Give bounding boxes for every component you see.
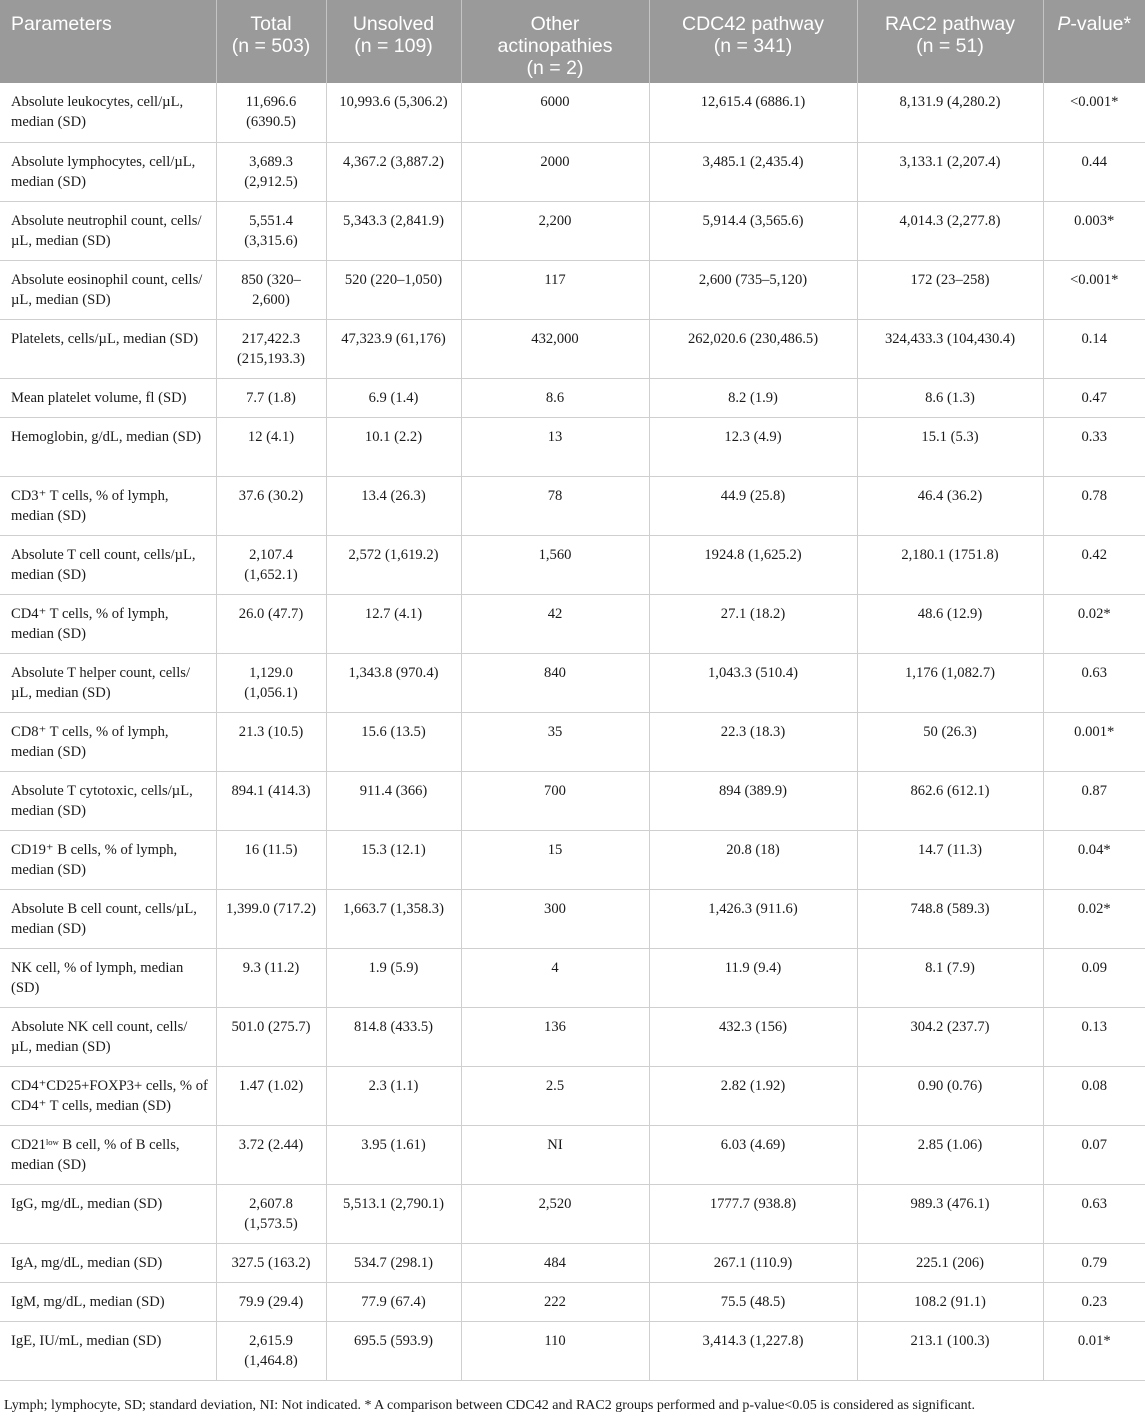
cell-parameter: Absolute B cell count, cells/µL, median (SD) [0, 889, 216, 948]
header-other-label: Other actinopathies (n = 2) [497, 13, 613, 79]
cell-rac2: 213.1 (100.3) [857, 1321, 1043, 1380]
cell-rac2: 15.1 (5.3) [857, 417, 1043, 476]
cell-rac2: 46.4 (36.2) [857, 476, 1043, 535]
table-row [0, 1066, 1145, 1125]
cell-pvalue: 0.78 [1043, 476, 1145, 535]
header-total [216, 0, 326, 83]
table-row [0, 1007, 1145, 1066]
cell-cdc42: 432.3 (156) [649, 1007, 857, 1066]
cell-total: 501.0 (275.7) [216, 1007, 326, 1066]
cell-rac2: 3,133.1 (2,207.4) [857, 142, 1043, 201]
cell-parameter: Absolute T cell count, cells/µL, median (SD) [0, 535, 216, 594]
cell-total: 5,551.4 (3,315.6) [216, 201, 326, 260]
cell-pvalue: 0.79 [1043, 1243, 1145, 1282]
cell-other: 300 [461, 889, 649, 948]
cell-parameter: Platelets, cells/µL, median (SD) [0, 319, 216, 378]
cell-pvalue: 0.42 [1043, 535, 1145, 594]
header-pvalue-italic: P [1057, 13, 1071, 35]
table-row [0, 1125, 1145, 1184]
cell-other: 222 [461, 1282, 649, 1321]
cell-pvalue: 0.63 [1043, 653, 1145, 712]
cell-other: 117 [461, 260, 649, 319]
table-row [0, 1184, 1145, 1243]
cell-cdc42: 262,020.6 (230,486.5) [649, 319, 857, 378]
cell-unsolved: 4,367.2 (3,887.2) [326, 142, 461, 201]
cell-pvalue: <0.001* [1043, 83, 1145, 142]
cell-parameter: IgA, mg/dL, median (SD) [0, 1243, 216, 1282]
cell-parameter: CD3⁺ T cells, % of lymph, median (SD) [0, 476, 216, 535]
cell-pvalue: 0.09 [1043, 948, 1145, 1007]
cell-unsolved: 12.7 (4.1) [326, 594, 461, 653]
cell-other: 1,560 [461, 535, 649, 594]
cell-rac2: 8.6 (1.3) [857, 378, 1043, 417]
cell-cdc42: 44.9 (25.8) [649, 476, 857, 535]
cell-parameter: Absolute leukocytes, cell/µL, median (SD) [11, 94, 184, 130]
table-row [0, 1282, 1145, 1321]
cell-parameter: NK cell, % of lymph, median (SD) [0, 948, 216, 1007]
cell-rac2: 4,014.3 (2,277.8) [857, 201, 1043, 260]
cell-rac2: 324,433.3 (104,430.4) [857, 319, 1043, 378]
cell-parameter: CD4⁺ T cells, % of lymph, median (SD) [0, 594, 216, 653]
cell-parameter: CD4⁺CD25+FOXP3+ cells, % of CD4⁺ T cells, median (SD) [0, 1066, 216, 1125]
cell-rac2: 172 (23–258) [857, 260, 1043, 319]
cell-total: 327.5 (163.2) [216, 1243, 326, 1282]
cell-unsolved: 5,343.3 (2,841.9) [326, 201, 461, 260]
cell-parameter: Absolute lymphocytes, cell/µL, median (SD) [0, 142, 216, 201]
cell-unsolved: 13.4 (26.3) [326, 476, 461, 535]
cell-rac2: 748.8 (589.3) [857, 889, 1043, 948]
cell-rac2: 8,131.9 (4,280.2) [857, 83, 1043, 142]
cell-total: 1,129.0 (1,056.1) [216, 653, 326, 712]
cell-pvalue: 0.07 [1043, 1125, 1145, 1184]
cell-pvalue: 0.14 [1043, 319, 1145, 378]
cell-total: 217,422.3 (215,193.3) [216, 319, 326, 378]
cell-unsolved: 2.3 (1.1) [326, 1066, 461, 1125]
header-rac2-label: RAC2 pathway (n = 51) [884, 13, 1016, 57]
header-other [461, 0, 649, 83]
cell-total: 1,399.0 (717.2) [216, 889, 326, 948]
cell-parameter: CD19⁺ B cells, % of lymph, median (SD) [0, 830, 216, 889]
cell-parameter: Absolute NK cell count, cells/ µL, median (SD) [0, 1007, 216, 1066]
cell-other: 840 [461, 653, 649, 712]
cell-unsolved: 1,663.7 (1,358.3) [326, 889, 461, 948]
table-row [0, 712, 1145, 771]
cell-other: 2,520 [461, 1184, 649, 1243]
cell-cdc42: 1924.8 (1,625.2) [649, 535, 857, 594]
cell-other: 4 [461, 948, 649, 1007]
cell-other: 13 [461, 417, 649, 476]
cell-pvalue: 0.04* [1043, 830, 1145, 889]
header-cdc42-label: CDC42 pathway (n = 341) [682, 13, 824, 57]
cell-parameter: IgM, mg/dL, median (SD) [0, 1282, 216, 1321]
header-parameters: Parameters [0, 0, 216, 83]
table-header [0, 0, 1145, 83]
cell-other: 15 [461, 830, 649, 889]
cell-parameter: IgE, IU/mL, median (SD) [0, 1321, 216, 1380]
table-row [0, 83, 1145, 142]
cell-parameter: CD8⁺ T cells, % of lymph, median (SD) [0, 712, 216, 771]
table-row [0, 653, 1145, 712]
cell-unsolved: 47,323.9 (61,176) [326, 319, 461, 378]
cell-cdc42: 1,043.3 (510.4) [649, 653, 857, 712]
cell-parameter: Mean platelet volume, fl (SD) [0, 378, 216, 417]
cell-cdc42: 3,485.1 (2,435.4) [649, 142, 857, 201]
cell-cdc42: 11.9 (9.4) [649, 948, 857, 1007]
cell-total: 3.72 (2.44) [216, 1125, 326, 1184]
header-cdc42 [649, 0, 857, 83]
cell-rac2: 2.85 (1.06) [857, 1125, 1043, 1184]
cell-total: 2,615.9 (1,464.8) [216, 1321, 326, 1380]
cell-unsolved: 814.8 (433.5) [326, 1007, 461, 1066]
cell-pvalue: 0.87 [1043, 771, 1145, 830]
table-row [0, 201, 1145, 260]
table-row [0, 417, 1145, 476]
header-unsolved-label: Unsolved (n = 109) [352, 13, 435, 57]
cell-cdc42: 6.03 (4.69) [649, 1125, 857, 1184]
cell-other: NI [461, 1125, 649, 1184]
cell-cdc42: 2.82 (1.92) [649, 1066, 857, 1125]
cell-unsolved: 520 (220–1,050) [326, 260, 461, 319]
cell-total: 2,107.4 (1,652.1) [216, 535, 326, 594]
cell-pvalue: 0.01* [1043, 1321, 1145, 1380]
header-pvalue-rest: -value* [1070, 13, 1132, 35]
cell-unsolved: 10,993.6 (5,306.2) [326, 83, 461, 142]
cell-cdc42: 12.3 (4.9) [649, 417, 857, 476]
cell-pvalue: 0.001* [1043, 712, 1145, 771]
cell-other: 432,000 [461, 319, 649, 378]
cell-unsolved: 5,513.1 (2,790.1) [326, 1184, 461, 1243]
cell-other: 2000 [461, 142, 649, 201]
cell-unsolved: 6.9 (1.4) [326, 378, 461, 417]
cell-other: 2.5 [461, 1066, 649, 1125]
cell-rac2: 989.3 (476.1) [857, 1184, 1043, 1243]
cell-other: 2,200 [461, 201, 649, 260]
header-pvalue [1043, 0, 1145, 83]
cell-rac2: 14.7 (11.3) [857, 830, 1043, 889]
cell-other: 700 [461, 771, 649, 830]
cell-pvalue: 0.02* [1043, 594, 1145, 653]
cell-total: 11,696.6 (6390.5) [216, 83, 326, 142]
cell-unsolved: 10.1 (2.2) [326, 417, 461, 476]
table-row [0, 1321, 1145, 1380]
table-row [0, 948, 1145, 1007]
cell-total: 12 (4.1) [216, 417, 326, 476]
cell-unsolved: 2,572 (1,619.2) [326, 535, 461, 594]
cell-cdc42: 267.1 (110.9) [649, 1243, 857, 1282]
cell-unsolved: 1,343.8 (970.4) [326, 653, 461, 712]
table-row [0, 594, 1145, 653]
cell-parameter: IgG, mg/dL, median (SD) [0, 1184, 216, 1243]
cell-unsolved: 1.9 (5.9) [326, 948, 461, 1007]
cell-total: 894.1 (414.3) [216, 771, 326, 830]
cell-pvalue: 0.44 [1043, 142, 1145, 201]
cell-pvalue: 0.63 [1043, 1184, 1145, 1243]
table-row [0, 378, 1145, 417]
cell-total: 79.9 (29.4) [216, 1282, 326, 1321]
cell-other: 42 [461, 594, 649, 653]
table-row [0, 319, 1145, 378]
cell-rac2: 1,176 (1,082.7) [857, 653, 1043, 712]
cell-unsolved: 534.7 (298.1) [326, 1243, 461, 1282]
cell-cdc42: 1777.7 (938.8) [649, 1184, 857, 1243]
cell-parameter: Absolute T helper count, cells/ µL, median (SD) [0, 653, 216, 712]
cell-total: 9.3 (11.2) [216, 948, 326, 1007]
cell-cdc42: 3,414.3 (1,227.8) [649, 1321, 857, 1380]
table-row [0, 830, 1145, 889]
cell-rac2: 225.1 (206) [857, 1243, 1043, 1282]
cell-total: 7.7 (1.8) [216, 378, 326, 417]
table-body [0, 83, 1145, 1380]
cell-pvalue: 0.33 [1043, 417, 1145, 476]
cell-unsolved: 77.9 (67.4) [326, 1282, 461, 1321]
cell-unsolved: 15.3 (12.1) [326, 830, 461, 889]
cell-total: 37.6 (30.2) [216, 476, 326, 535]
cell-total: 1.47 (1.02) [216, 1066, 326, 1125]
table-row [0, 535, 1145, 594]
cell-total: 2,607.8 (1,573.5) [216, 1184, 326, 1243]
table-row [0, 771, 1145, 830]
cell-rac2: 8.1 (7.9) [857, 948, 1043, 1007]
cell-other: 8.6 [461, 378, 649, 417]
cell-cdc42: 20.8 (18) [649, 830, 857, 889]
cell-cdc42: 27.1 (18.2) [649, 594, 857, 653]
cell-other: 6000 [461, 83, 649, 142]
cell-total: 16 (11.5) [216, 830, 326, 889]
cell-rac2: 48.6 (12.9) [857, 594, 1043, 653]
table-row [0, 1243, 1145, 1282]
table-row [0, 889, 1145, 948]
cell-cdc42: 12,615.4 (6886.1) [649, 83, 857, 142]
header-total-label: Total (n = 503) [231, 13, 311, 57]
header-unsolved [326, 0, 461, 83]
cell-other: 136 [461, 1007, 649, 1066]
cell-pvalue: 0.003* [1043, 201, 1145, 260]
header-rac2 [857, 0, 1043, 83]
cell-pvalue: <0.001* [1043, 260, 1145, 319]
cell-parameter: Hemoglobin, g/dL, median (SD) [0, 417, 216, 476]
table-row [0, 260, 1145, 319]
cell-rac2: 0.90 (0.76) [857, 1066, 1043, 1125]
cell-parameter: Absolute T cytotoxic, cells/µL, median (SD) [0, 771, 216, 830]
cell-cdc42: 75.5 (48.5) [649, 1282, 857, 1321]
cell-pvalue: 0.23 [1043, 1282, 1145, 1321]
cell-rac2: 50 (26.3) [857, 712, 1043, 771]
cell-total: 850 (320–2,600) [216, 260, 326, 319]
cell-cdc42: 8.2 (1.9) [649, 378, 857, 417]
cell-pvalue: 0.02* [1043, 889, 1145, 948]
cell-unsolved: 695.5 (593.9) [326, 1321, 461, 1380]
cell-unsolved: 15.6 (13.5) [326, 712, 461, 771]
cell-other: 78 [461, 476, 649, 535]
cell-other: 110 [461, 1321, 649, 1380]
cell-pvalue: 0.08 [1043, 1066, 1145, 1125]
cell-pvalue: 0.47 [1043, 378, 1145, 417]
cell-cdc42: 894 (389.9) [649, 771, 857, 830]
cell-cdc42: 22.3 (18.3) [649, 712, 857, 771]
cell-parameter: Absolute neutrophil count, cells/µL, median (SD) [0, 201, 216, 260]
cell-total: 3,689.3 (2,912.5) [216, 142, 326, 201]
cell-rac2: 862.6 (612.1) [857, 771, 1043, 830]
cell-rac2: 304.2 (237.7) [857, 1007, 1043, 1066]
cell-total: 21.3 (10.5) [216, 712, 326, 771]
cell-cdc42: 2,600 (735–5,120) [649, 260, 857, 319]
cell-other: 35 [461, 712, 649, 771]
cell-other: 484 [461, 1243, 649, 1282]
table-row [0, 142, 1145, 201]
cell-unsolved: 911.4 (366) [326, 771, 461, 830]
table-footnote: Lymph; lymphocyte, SD; standard deviation, NI: Not indicated. * A comparison between CDC42 and RAC2 groups performed and p-value<0.05 is considered as significant. [4, 1398, 975, 1413]
cell-pvalue: 0.13 [1043, 1007, 1145, 1066]
cell-parameter: CD21ˡᵒʷ B cell, % of B cells, median (SD) [0, 1125, 216, 1184]
cell-cdc42: 1,426.3 (911.6) [649, 889, 857, 948]
cell-unsolved: 3.95 (1.61) [326, 1125, 461, 1184]
cell-rac2: 2,180.1 (1751.8) [857, 535, 1043, 594]
cell-rac2: 108.2 (91.1) [857, 1282, 1043, 1321]
cell-total: 26.0 (47.7) [216, 594, 326, 653]
cell-cdc42: 5,914.4 (3,565.6) [649, 201, 857, 260]
table-row [0, 476, 1145, 535]
cell-parameter: Absolute eosinophil count, cells/µL, median (SD) [0, 260, 216, 319]
